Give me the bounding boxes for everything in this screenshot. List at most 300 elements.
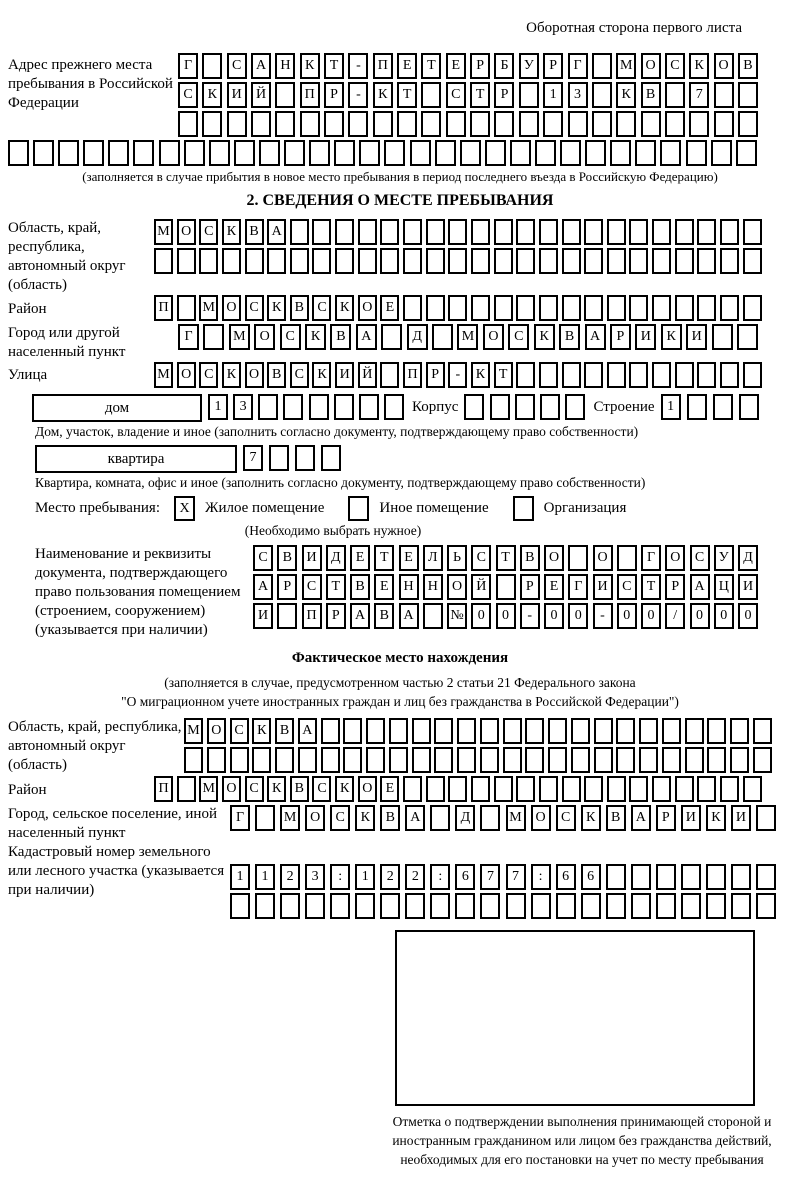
char-cell[interactable]: С xyxy=(302,574,322,600)
char-cell[interactable] xyxy=(594,718,613,744)
char-cell[interactable] xyxy=(267,248,286,274)
char-cell[interactable] xyxy=(629,776,648,802)
char-cell[interactable] xyxy=(743,219,762,245)
char-cell[interactable] xyxy=(652,219,671,245)
char-cell[interactable]: О xyxy=(222,295,241,321)
char-cell[interactable] xyxy=(656,864,676,890)
char-cell[interactable]: 1 xyxy=(230,864,250,890)
char-cell[interactable]: 3 xyxy=(568,82,588,108)
char-cell[interactable] xyxy=(607,295,626,321)
char-cell[interactable]: 0 xyxy=(471,603,491,629)
char-cell[interactable] xyxy=(366,718,385,744)
char-cell[interactable]: 1 xyxy=(208,394,228,420)
char-cell[interactable] xyxy=(606,864,626,890)
char-cell[interactable]: Г xyxy=(178,53,198,79)
char-cell[interactable] xyxy=(660,140,681,166)
char-cell[interactable]: В xyxy=(738,53,758,79)
char-cell[interactable] xyxy=(366,747,385,773)
char-cell[interactable]: К xyxy=(252,718,271,744)
char-cell[interactable]: М xyxy=(199,295,218,321)
char-cell[interactable]: М xyxy=(229,324,250,350)
char-cell[interactable] xyxy=(639,747,658,773)
char-cell[interactable] xyxy=(519,82,539,108)
char-cell[interactable] xyxy=(665,111,685,137)
char-cell[interactable] xyxy=(283,394,303,420)
char-cell[interactable] xyxy=(503,718,522,744)
char-cell[interactable]: К xyxy=(616,82,636,108)
char-cell[interactable]: Д xyxy=(738,545,758,571)
char-cell[interactable]: К xyxy=(222,362,241,388)
char-cell[interactable]: Т xyxy=(641,574,661,600)
char-cell[interactable]: О xyxy=(177,219,196,245)
char-cell[interactable] xyxy=(525,747,544,773)
char-cell[interactable]: И xyxy=(593,574,613,600)
char-cell[interactable] xyxy=(207,747,226,773)
char-cell[interactable] xyxy=(312,219,331,245)
char-cell[interactable] xyxy=(697,295,716,321)
char-cell[interactable]: Р xyxy=(656,805,676,831)
char-cell[interactable] xyxy=(535,140,556,166)
char-cell[interactable]: Р xyxy=(324,82,344,108)
char-cell[interactable] xyxy=(432,324,453,350)
char-cell[interactable] xyxy=(675,776,694,802)
char-cell[interactable] xyxy=(381,324,402,350)
char-cell[interactable] xyxy=(714,111,734,137)
char-cell[interactable] xyxy=(275,747,294,773)
char-cell[interactable]: К xyxy=(706,805,726,831)
char-cell[interactable]: О xyxy=(358,295,377,321)
char-cell[interactable]: 1 xyxy=(255,864,275,890)
char-cell[interactable] xyxy=(334,140,355,166)
char-cell[interactable] xyxy=(720,295,739,321)
char-cell[interactable] xyxy=(616,718,635,744)
char-cell[interactable] xyxy=(300,111,320,137)
char-cell[interactable] xyxy=(403,295,422,321)
char-cell[interactable]: Т xyxy=(326,574,346,600)
char-cell[interactable] xyxy=(506,893,526,919)
char-cell[interactable] xyxy=(358,219,377,245)
char-cell[interactable]: Т xyxy=(470,82,490,108)
char-cell[interactable] xyxy=(108,140,129,166)
char-cell[interactable]: М xyxy=(616,53,636,79)
char-cell[interactable]: А xyxy=(267,219,286,245)
char-cell[interactable] xyxy=(540,394,560,420)
char-cell[interactable] xyxy=(199,248,218,274)
char-cell[interactable] xyxy=(209,140,230,166)
char-cell[interactable] xyxy=(359,394,379,420)
char-cell[interactable]: А xyxy=(356,324,377,350)
char-cell[interactable]: К xyxy=(471,362,490,388)
char-cell[interactable] xyxy=(711,140,732,166)
char-cell[interactable] xyxy=(737,324,758,350)
char-cell[interactable] xyxy=(539,248,558,274)
char-cell[interactable]: С xyxy=(290,362,309,388)
char-cell[interactable] xyxy=(133,140,154,166)
char-cell[interactable]: А xyxy=(585,324,606,350)
char-cell[interactable] xyxy=(58,140,79,166)
char-cell[interactable] xyxy=(652,362,671,388)
char-cell[interactable]: С xyxy=(178,82,198,108)
char-cell[interactable] xyxy=(635,140,656,166)
char-cell[interactable]: О xyxy=(177,362,196,388)
char-cell[interactable]: И xyxy=(335,362,354,388)
char-cell[interactable] xyxy=(355,893,375,919)
char-cell[interactable] xyxy=(343,718,362,744)
char-cell[interactable] xyxy=(384,140,405,166)
char-cell[interactable] xyxy=(494,295,513,321)
char-cell[interactable] xyxy=(629,219,648,245)
char-cell[interactable] xyxy=(707,718,726,744)
char-cell[interactable] xyxy=(234,140,255,166)
char-cell[interactable] xyxy=(568,545,588,571)
char-cell[interactable]: В xyxy=(277,545,297,571)
char-cell[interactable] xyxy=(584,776,603,802)
char-cell[interactable] xyxy=(571,747,590,773)
char-cell[interactable] xyxy=(662,747,681,773)
char-cell[interactable]: В xyxy=(290,295,309,321)
char-cell[interactable]: И xyxy=(253,603,273,629)
char-cell[interactable]: О xyxy=(254,324,275,350)
char-cell[interactable] xyxy=(516,295,535,321)
char-cell[interactable]: Т xyxy=(421,53,441,79)
char-cell[interactable] xyxy=(525,718,544,744)
char-cell[interactable] xyxy=(252,747,271,773)
char-cell[interactable]: - xyxy=(593,603,613,629)
char-cell[interactable] xyxy=(290,248,309,274)
char-cell[interactable]: 6 xyxy=(581,864,601,890)
char-cell[interactable] xyxy=(405,893,425,919)
char-cell[interactable] xyxy=(312,248,331,274)
char-cell[interactable] xyxy=(255,893,275,919)
char-cell[interactable] xyxy=(348,111,368,137)
char-cell[interactable] xyxy=(539,295,558,321)
char-cell[interactable]: - xyxy=(520,603,540,629)
char-cell[interactable]: П xyxy=(373,53,393,79)
char-cell[interactable] xyxy=(33,140,54,166)
char-cell[interactable] xyxy=(652,295,671,321)
char-cell[interactable] xyxy=(756,864,776,890)
char-cell[interactable] xyxy=(421,111,441,137)
char-cell[interactable] xyxy=(177,248,196,274)
char-cell[interactable] xyxy=(494,248,513,274)
char-cell[interactable] xyxy=(556,893,576,919)
char-cell[interactable] xyxy=(743,776,762,802)
char-cell[interactable] xyxy=(539,776,558,802)
char-cell[interactable]: М xyxy=(199,776,218,802)
char-cell[interactable] xyxy=(607,248,626,274)
char-cell[interactable]: Д xyxy=(455,805,475,831)
char-cell[interactable] xyxy=(330,893,350,919)
char-cell[interactable] xyxy=(380,219,399,245)
char-cell[interactable] xyxy=(515,394,535,420)
char-cell[interactable] xyxy=(384,394,404,420)
stay-option-checkbox-other[interactable] xyxy=(348,496,369,521)
char-cell[interactable] xyxy=(712,324,733,350)
char-cell[interactable] xyxy=(258,394,278,420)
char-cell[interactable]: Т xyxy=(494,362,513,388)
char-cell[interactable] xyxy=(685,718,704,744)
char-cell[interactable] xyxy=(259,140,280,166)
char-cell[interactable]: Й xyxy=(358,362,377,388)
char-cell[interactable] xyxy=(335,248,354,274)
char-cell[interactable]: М xyxy=(184,718,203,744)
char-cell[interactable] xyxy=(713,394,733,420)
char-cell[interactable]: Е xyxy=(350,545,370,571)
char-cell[interactable]: Р xyxy=(520,574,540,600)
char-cell[interactable] xyxy=(471,295,490,321)
char-cell[interactable] xyxy=(202,111,222,137)
char-cell[interactable] xyxy=(736,140,757,166)
char-cell[interactable] xyxy=(730,718,749,744)
char-cell[interactable] xyxy=(662,718,681,744)
char-cell[interactable]: И xyxy=(738,574,758,600)
char-cell[interactable] xyxy=(756,893,776,919)
char-cell[interactable] xyxy=(697,776,716,802)
char-cell[interactable] xyxy=(584,362,603,388)
char-cell[interactable] xyxy=(675,362,694,388)
char-cell[interactable] xyxy=(714,82,734,108)
char-cell[interactable] xyxy=(519,111,539,137)
char-cell[interactable]: О xyxy=(641,53,661,79)
char-cell[interactable] xyxy=(560,140,581,166)
char-cell[interactable]: К xyxy=(335,295,354,321)
char-cell[interactable] xyxy=(610,140,631,166)
char-cell[interactable] xyxy=(435,140,456,166)
char-cell[interactable]: А xyxy=(399,603,419,629)
char-cell[interactable]: К xyxy=(267,776,286,802)
char-cell[interactable]: Ь xyxy=(447,545,467,571)
char-cell[interactable]: П xyxy=(154,295,173,321)
char-cell[interactable] xyxy=(738,82,758,108)
char-cell[interactable] xyxy=(720,219,739,245)
char-cell[interactable] xyxy=(707,747,726,773)
char-cell[interactable]: Е xyxy=(374,574,394,600)
char-cell[interactable] xyxy=(480,893,500,919)
char-cell[interactable] xyxy=(245,248,264,274)
char-cell[interactable]: О xyxy=(305,805,325,831)
char-cell[interactable]: С xyxy=(446,82,466,108)
char-cell[interactable]: Р xyxy=(326,603,346,629)
char-cell[interactable]: В xyxy=(380,805,400,831)
char-cell[interactable]: С xyxy=(556,805,576,831)
char-cell[interactable]: Р xyxy=(665,574,685,600)
char-cell[interactable]: С xyxy=(471,545,491,571)
char-cell[interactable] xyxy=(397,111,417,137)
char-cell[interactable] xyxy=(277,603,297,629)
char-cell[interactable]: В xyxy=(290,776,309,802)
char-cell[interactable] xyxy=(581,893,601,919)
char-cell[interactable] xyxy=(616,111,636,137)
char-cell[interactable] xyxy=(255,805,275,831)
char-cell[interactable] xyxy=(616,747,635,773)
char-cell[interactable]: 1 xyxy=(355,864,375,890)
char-cell[interactable] xyxy=(389,718,408,744)
char-cell[interactable]: П xyxy=(302,603,322,629)
char-cell[interactable] xyxy=(738,111,758,137)
char-cell[interactable]: М xyxy=(154,219,173,245)
char-cell[interactable] xyxy=(412,718,431,744)
char-cell[interactable] xyxy=(753,747,772,773)
char-cell[interactable] xyxy=(652,248,671,274)
char-cell[interactable]: И xyxy=(731,805,751,831)
char-cell[interactable]: М xyxy=(506,805,526,831)
char-cell[interactable] xyxy=(516,776,535,802)
char-cell[interactable] xyxy=(410,140,431,166)
char-cell[interactable]: Й xyxy=(471,574,491,600)
char-cell[interactable]: С xyxy=(665,53,685,79)
char-cell[interactable]: - xyxy=(348,53,368,79)
char-cell[interactable] xyxy=(562,248,581,274)
char-cell[interactable]: Д xyxy=(326,545,346,571)
char-cell[interactable]: 3 xyxy=(305,864,325,890)
char-cell[interactable] xyxy=(471,776,490,802)
char-cell[interactable] xyxy=(290,219,309,245)
char-cell[interactable] xyxy=(430,805,450,831)
char-cell[interactable] xyxy=(380,248,399,274)
char-cell[interactable]: О xyxy=(447,574,467,600)
char-cell[interactable]: 2 xyxy=(405,864,425,890)
char-cell[interactable]: Е xyxy=(446,53,466,79)
char-cell[interactable]: С xyxy=(690,545,710,571)
char-cell[interactable] xyxy=(706,864,726,890)
char-cell[interactable]: 6 xyxy=(556,864,576,890)
char-cell[interactable] xyxy=(584,248,603,274)
stay-option-checkbox-residential[interactable]: X xyxy=(174,496,195,521)
char-cell[interactable] xyxy=(423,603,443,629)
char-cell[interactable]: И xyxy=(302,545,322,571)
char-cell[interactable]: В xyxy=(374,603,394,629)
char-cell[interactable]: С xyxy=(330,805,350,831)
char-cell[interactable]: С xyxy=(227,53,247,79)
char-cell[interactable]: Т xyxy=(397,82,417,108)
char-cell[interactable] xyxy=(548,747,567,773)
char-cell[interactable]: Е xyxy=(397,53,417,79)
char-cell[interactable]: 0 xyxy=(617,603,637,629)
char-cell[interactable]: Н xyxy=(423,574,443,600)
char-cell[interactable] xyxy=(584,219,603,245)
char-cell[interactable]: 2 xyxy=(380,864,400,890)
char-cell[interactable]: Р xyxy=(470,53,490,79)
char-cell[interactable] xyxy=(305,893,325,919)
char-cell[interactable] xyxy=(343,747,362,773)
char-cell[interactable]: К xyxy=(355,805,375,831)
char-cell[interactable] xyxy=(159,140,180,166)
char-cell[interactable]: О xyxy=(483,324,504,350)
char-cell[interactable]: : xyxy=(330,864,350,890)
char-cell[interactable] xyxy=(275,82,295,108)
char-cell[interactable]: М xyxy=(457,324,478,350)
char-cell[interactable]: 0 xyxy=(496,603,516,629)
char-cell[interactable]: : xyxy=(430,864,450,890)
char-cell[interactable] xyxy=(448,219,467,245)
char-cell[interactable] xyxy=(592,82,612,108)
char-cell[interactable] xyxy=(585,140,606,166)
char-cell[interactable]: Н xyxy=(399,574,419,600)
char-cell[interactable] xyxy=(503,747,522,773)
char-cell[interactable] xyxy=(571,718,590,744)
char-cell[interactable] xyxy=(177,776,196,802)
char-cell[interactable] xyxy=(448,295,467,321)
char-cell[interactable] xyxy=(480,805,500,831)
char-cell[interactable]: - xyxy=(448,362,467,388)
char-cell[interactable]: С xyxy=(312,295,331,321)
char-cell[interactable] xyxy=(460,140,481,166)
char-cell[interactable]: С xyxy=(253,545,273,571)
char-cell[interactable]: Г xyxy=(230,805,250,831)
char-cell[interactable] xyxy=(675,248,694,274)
char-cell[interactable]: И xyxy=(227,82,247,108)
char-cell[interactable] xyxy=(426,776,445,802)
char-cell[interactable] xyxy=(403,776,422,802)
char-cell[interactable] xyxy=(309,394,329,420)
char-cell[interactable] xyxy=(324,111,344,137)
char-cell[interactable] xyxy=(562,776,581,802)
char-cell[interactable]: В xyxy=(275,718,294,744)
char-cell[interactable]: Ц xyxy=(714,574,734,600)
char-cell[interactable] xyxy=(731,864,751,890)
char-cell[interactable]: П xyxy=(403,362,422,388)
char-cell[interactable]: 7 xyxy=(243,445,263,471)
char-cell[interactable]: О xyxy=(531,805,551,831)
char-cell[interactable]: В xyxy=(559,324,580,350)
char-cell[interactable] xyxy=(178,111,198,137)
char-cell[interactable] xyxy=(154,248,173,274)
char-cell[interactable] xyxy=(629,248,648,274)
char-cell[interactable] xyxy=(184,140,205,166)
char-cell[interactable] xyxy=(403,248,422,274)
char-cell[interactable] xyxy=(269,445,289,471)
char-cell[interactable]: М xyxy=(154,362,173,388)
char-cell[interactable]: Е xyxy=(380,295,399,321)
char-cell[interactable]: К xyxy=(689,53,709,79)
char-cell[interactable] xyxy=(631,893,651,919)
char-cell[interactable]: О xyxy=(222,776,241,802)
char-cell[interactable] xyxy=(403,219,422,245)
char-cell[interactable] xyxy=(731,893,751,919)
char-cell[interactable]: К xyxy=(661,324,682,350)
char-cell[interactable]: У xyxy=(714,545,734,571)
char-cell[interactable]: Т xyxy=(324,53,344,79)
char-cell[interactable] xyxy=(494,776,513,802)
char-cell[interactable]: К xyxy=(534,324,555,350)
char-cell[interactable]: Р xyxy=(610,324,631,350)
char-cell[interactable] xyxy=(457,747,476,773)
char-cell[interactable]: 2 xyxy=(280,864,300,890)
char-cell[interactable] xyxy=(584,295,603,321)
char-cell[interactable] xyxy=(8,140,29,166)
char-cell[interactable] xyxy=(412,747,431,773)
char-cell[interactable]: В xyxy=(520,545,540,571)
char-cell[interactable] xyxy=(380,893,400,919)
char-cell[interactable] xyxy=(464,394,484,420)
char-cell[interactable] xyxy=(471,219,490,245)
char-cell[interactable] xyxy=(652,776,671,802)
char-cell[interactable]: И xyxy=(635,324,656,350)
char-cell[interactable]: А xyxy=(690,574,710,600)
char-cell[interactable] xyxy=(359,140,380,166)
char-cell[interactable]: Т xyxy=(496,545,516,571)
char-cell[interactable]: С xyxy=(245,295,264,321)
char-cell[interactable] xyxy=(665,82,685,108)
char-cell[interactable] xyxy=(335,219,354,245)
char-cell[interactable]: Г xyxy=(568,53,588,79)
char-cell[interactable]: И xyxy=(686,324,707,350)
char-cell[interactable] xyxy=(295,445,315,471)
char-cell[interactable]: А xyxy=(251,53,271,79)
char-cell[interactable]: - xyxy=(348,82,368,108)
char-cell[interactable]: О xyxy=(665,545,685,571)
char-cell[interactable]: Е xyxy=(544,574,564,600)
